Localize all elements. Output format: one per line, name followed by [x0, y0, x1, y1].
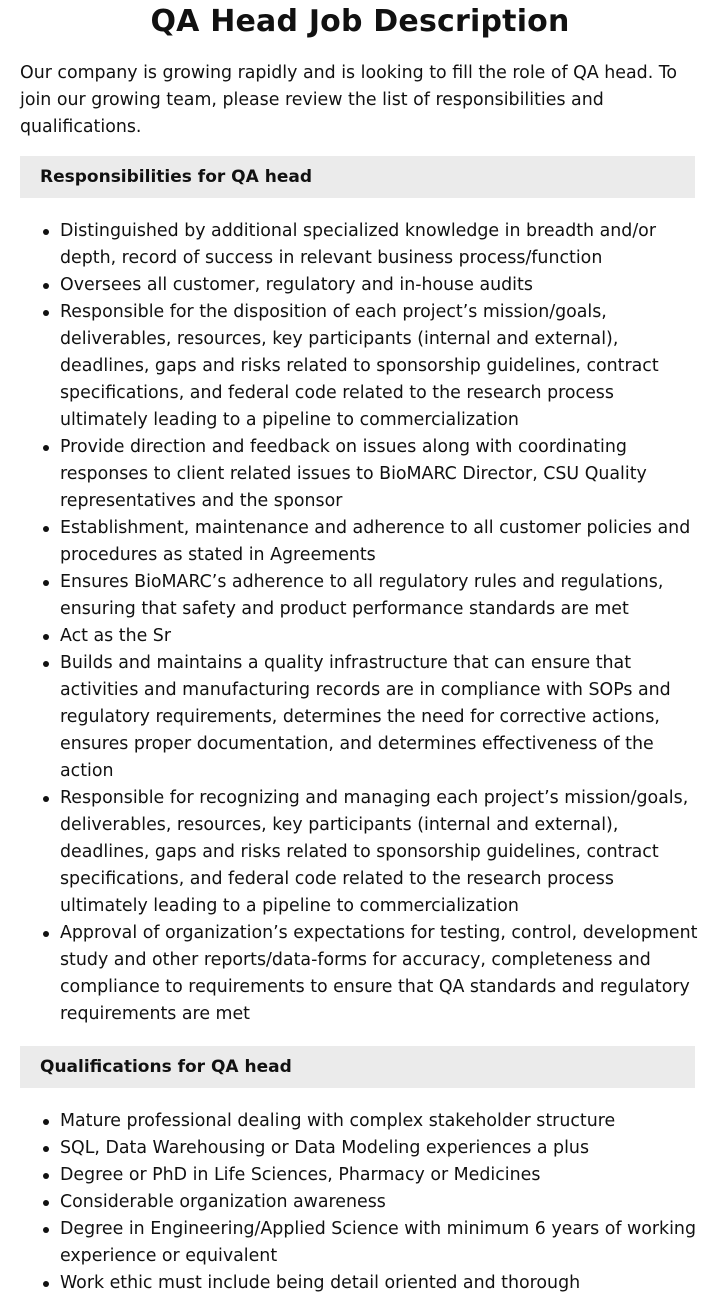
list-item: [60, 785, 700, 920]
list-item-text: Act as the Sr: [60, 626, 172, 646]
bullet-icon: [43, 634, 49, 640]
bullet-icon: [43, 526, 49, 532]
list-item: [60, 272, 700, 299]
bullet-icon: [43, 1227, 49, 1233]
list-item-text: Responsible for the disposition of each project’s mission/goals, deliverables, resources, key participants (internal and external), deadlines, gaps and risks related to sponsorship guidelines, contract specifications, and federal code related to the research process ultimately leading to a pipeline to commercialization: [60, 302, 659, 430]
bullet-icon: [43, 310, 49, 316]
list-item: [60, 569, 700, 623]
list-item: [60, 1189, 700, 1216]
list-item: [60, 1270, 700, 1297]
list-item-text: Considerable organization awareness: [60, 1192, 386, 1212]
page-title: QA Head Job Description: [150, 4, 570, 39]
list-item: [60, 650, 700, 785]
responsibilities-list: [0, 218, 720, 1028]
bullet-icon: [43, 1200, 49, 1206]
responsibilities-header: [20, 156, 695, 198]
list-item: [60, 623, 700, 650]
list-item-text: Approval of organization’s expectations for testing, control, development study and other reports/data-forms for accuracy, completeness and compliance to requirements to ensure that QA standards and regulatory requirements are met: [60, 923, 698, 1024]
list-item-text: Mature professional dealing with complex stakeholder structure: [60, 1111, 616, 1131]
responsibilities-heading: Responsibilities for QA head: [40, 167, 312, 187]
list-item: [60, 1162, 700, 1189]
list-item: [60, 515, 700, 569]
list-item-text: Distinguished by additional specialized knowledge in breadth and/or depth, record of success in relevant business process/function: [60, 221, 656, 268]
list-item: [60, 218, 700, 272]
bullet-icon: [43, 1281, 49, 1287]
list-item-text: Builds and maintains a quality infrastructure that can ensure that activities and manufacturing records are in compliance with SOPs and regulatory requirements, determines the need for corrective actions, ensures proper documentation, and determines effectiveness of the action: [60, 653, 671, 781]
bullet-icon: [43, 580, 49, 586]
qualifications-header: [20, 1046, 695, 1088]
list-item: [60, 1216, 700, 1270]
list-item-text: Responsible for recognizing and managing each project’s mission/goals, deliverables, resources, key participants (internal and external), deadlines, gaps and risks related to sponsorship guidelines, contract specifications, and federal code related to the research process ultimately leading to a pipeline to commercialization: [60, 788, 689, 916]
bullet-icon: [43, 1146, 49, 1152]
list-item: [60, 920, 700, 1028]
list-item: [60, 299, 700, 434]
list-item-text: Establishment, maintenance and adherence to all customer policies and procedures as stated in Agreements: [60, 518, 691, 565]
list-item-text: Ensures BioMARC’s adherence to all regulatory rules and regulations, ensuring that safety and product performance standards are met: [60, 572, 664, 619]
bullet-icon: [43, 661, 49, 667]
bullet-icon: [43, 796, 49, 802]
qualifications-heading: Qualifications for QA head: [40, 1057, 292, 1077]
bullet-icon: [43, 931, 49, 937]
list-item: [60, 434, 700, 515]
list-item: [60, 1135, 700, 1162]
list-item: [60, 1108, 700, 1135]
qualifications-list: [0, 1108, 720, 1297]
bullet-icon: [43, 1173, 49, 1179]
bullet-icon: [43, 1119, 49, 1125]
bullet-icon: [43, 229, 49, 235]
list-item-text: Provide direction and feedback on issues along with coordinating responses to client related issues to BioMARC Director, CSU Quality representatives and the sponsor: [60, 437, 647, 511]
list-item-text: Degree in Engineering/Applied Science with minimum 6 years of working experience or equivalent: [60, 1219, 696, 1266]
intro-paragraph: Our company is growing rapidly and is looking to fill the role of QA head. To join our growing team, please review the list of responsibilities and qualifications.: [20, 63, 678, 137]
list-item-text: Work ethic must include being detail oriented and thorough: [60, 1273, 581, 1293]
list-item-text: Degree or PhD in Life Sciences, Pharmacy or Medicines: [60, 1165, 541, 1185]
bullet-icon: [43, 283, 49, 289]
list-item-text: Oversees all customer, regulatory and in-house audits: [60, 275, 533, 295]
list-item-text: SQL, Data Warehousing or Data Modeling experiences a plus: [60, 1138, 590, 1158]
bullet-icon: [43, 445, 49, 451]
